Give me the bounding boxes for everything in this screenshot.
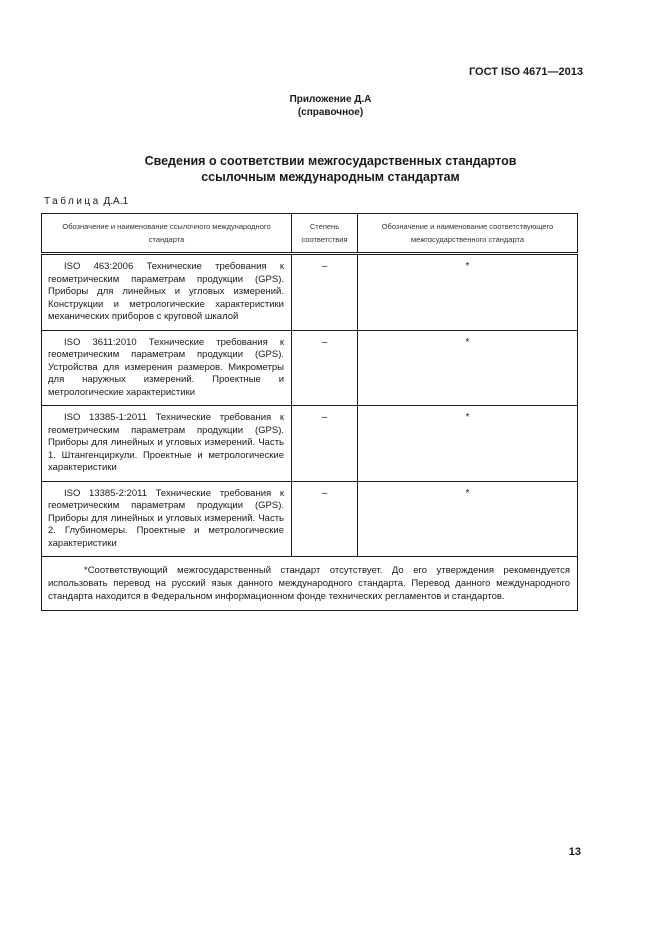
- annex-title: Приложение Д.А: [289, 94, 372, 105]
- reference-text: ISO 13385-2:2011 Технические требования к геометрическим параметрам продукции (GPS). Приборы для линейных и угловых измерений. Часть 2. Глубиномеры. Проектные и метрологические характеристики: [48, 487, 284, 549]
- degree-cell: –: [292, 481, 358, 557]
- document-title-line-2: ссылочным международным стандартам: [201, 170, 460, 184]
- annex-heading: [0, 93, 661, 119]
- reference-text: ISO 3611:2010 Технические требования к геометрическим параметрам продукции (GPS). Устройства для измерения размеров. Микрометры для наружных измерений. Проектные и метрологические характеристики: [48, 336, 284, 398]
- reference-cell: [42, 481, 292, 557]
- page-number: 13: [568, 846, 581, 858]
- degree-cell: –: [292, 254, 358, 331]
- document-title-line-1: Сведения о соответствии межгосударственных стандартов: [144, 154, 517, 168]
- interstate-standard-cell: *: [358, 481, 578, 557]
- reference-cell: [42, 406, 292, 482]
- reference-cell: [42, 330, 292, 406]
- table-footnote-row: [42, 557, 578, 611]
- document-title: [0, 153, 661, 185]
- interstate-standard-cell: *: [358, 330, 578, 406]
- reference-cell: [42, 254, 292, 331]
- table-caption: [44, 196, 128, 207]
- table-caption-number: Д.А.1: [103, 196, 129, 207]
- reference-text: ISO 13385-1:2011 Технические требования к геометрическим параметрам продукции (GPS). Приборы для линейных и угловых измерений. Часть 1. Штангенциркули. Проектные и метрологические характеристики: [48, 412, 284, 473]
- correspondence-table: [41, 213, 578, 611]
- interstate-standard-cell: *: [358, 254, 578, 331]
- footnote-text: *Соответствующий межгосударственный стандарт отсутствует. До его утверждения рекомендуется использовать перевод на русский язык данного международного стандарта. Перевод данного международного стандарта находится в Федеральном информационном фонде технических регламентов и стандартов.: [48, 565, 570, 602]
- table-caption-prefix: Таблица: [44, 196, 101, 207]
- header-reference-standard: Обозначение и наименование ссылочного международного стандарта: [42, 214, 292, 254]
- table-row: [42, 481, 578, 557]
- header-interstate-standard: Обозначение и наименование соответствующего межгосударственного стандарта: [358, 214, 578, 254]
- degree-cell: –: [292, 406, 358, 482]
- standard-code: ГОСТ ISO 4671—2013: [468, 66, 583, 78]
- footnote-cell: [42, 557, 578, 611]
- table-header-row: [42, 214, 578, 254]
- annex-subtitle: (справочное): [297, 107, 364, 118]
- interstate-standard-cell: *: [358, 406, 578, 482]
- table-row: [42, 330, 578, 406]
- table-row: [42, 406, 578, 482]
- reference-text: ISO 463:2006 Технические требования к геометрическим параметрам продукции (GPS). Приборы для линейных и угловых измерений. Конструкции и метрологические характеристики механических приборов с круговой шкалой: [48, 261, 284, 322]
- table-row: [42, 254, 578, 331]
- degree-cell: –: [292, 330, 358, 406]
- header-degree-of-correspondence: Степень соответствия: [292, 214, 358, 254]
